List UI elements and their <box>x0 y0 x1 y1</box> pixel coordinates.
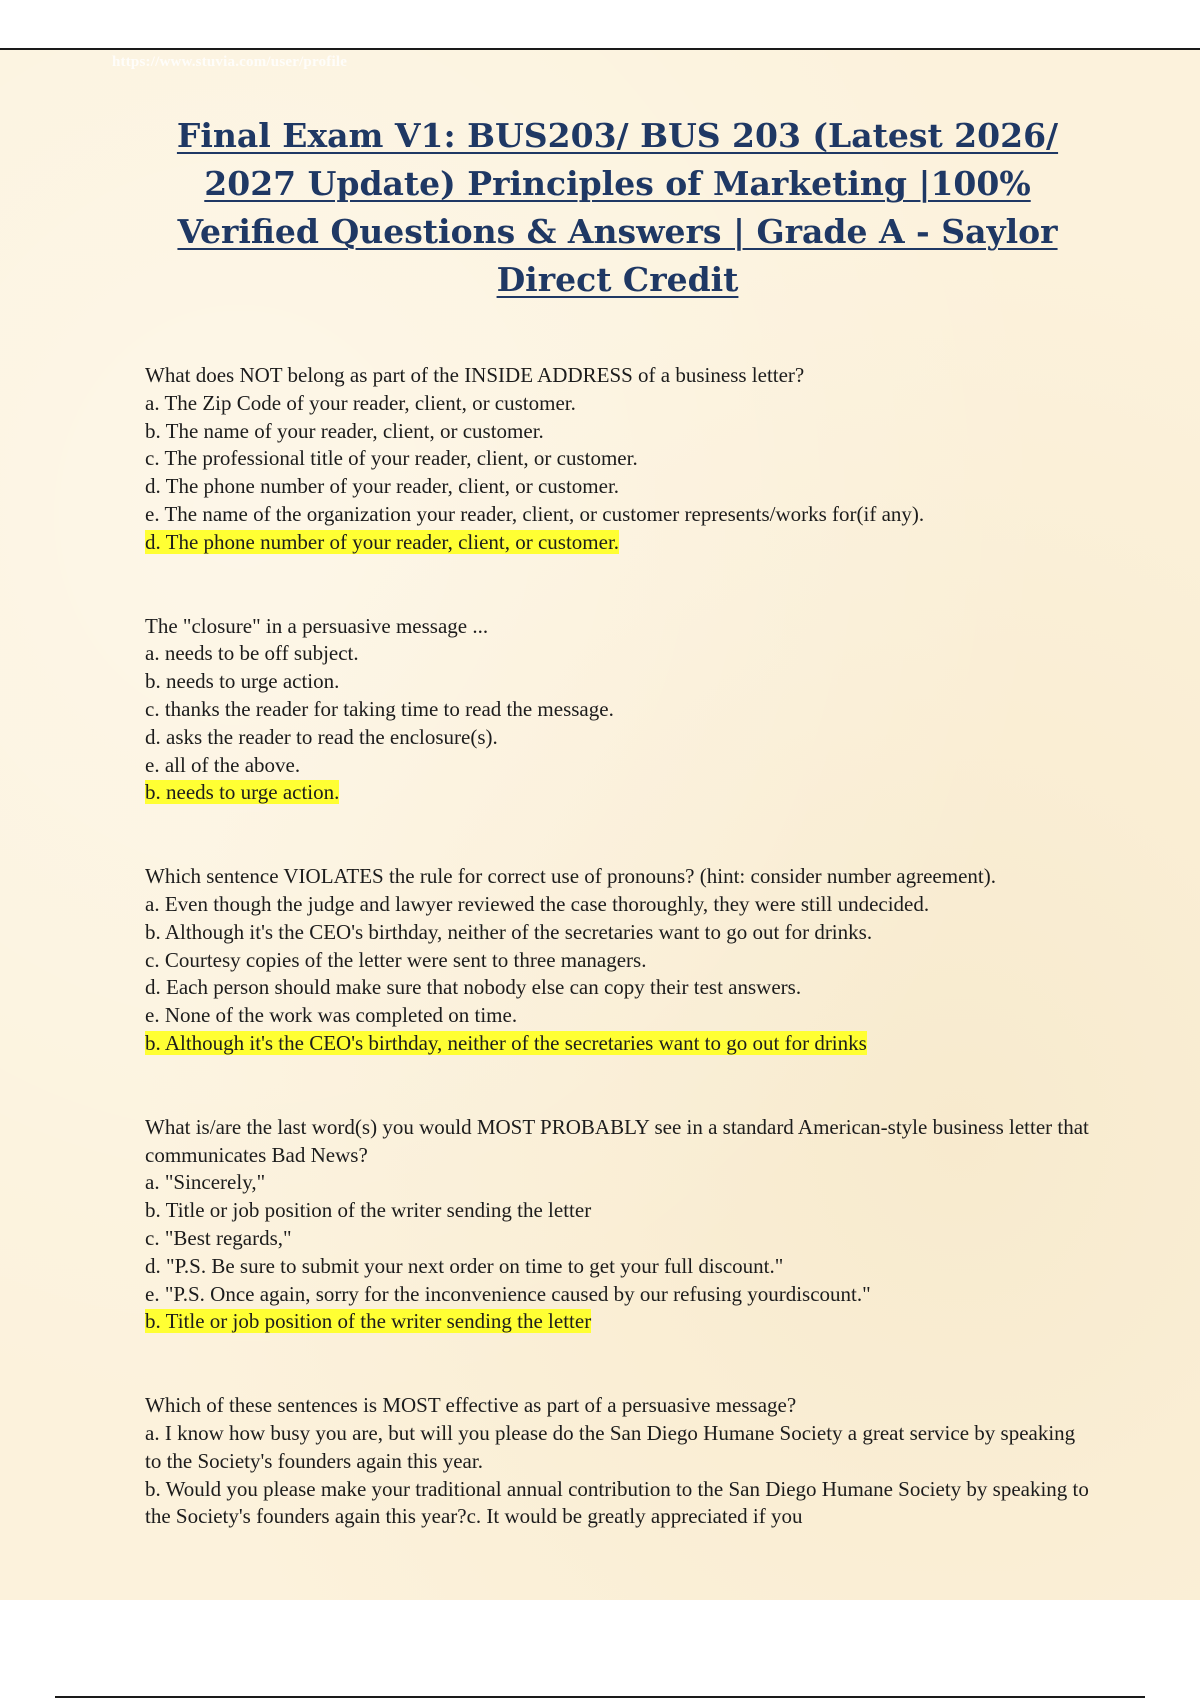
highlighted-answer: b. needs to urge action. <box>145 780 340 805</box>
answer-option: d. The phone number of your reader, client, or customer. <box>145 474 620 499</box>
question-block-3 <box>145 863 1095 1058</box>
answer-option: d. Each person should make sure that nobody else can copy their test answers. <box>145 975 802 1000</box>
question-block-5 <box>145 1392 1095 1531</box>
highlighted-answer: b. Title or job position of the writer sending the letter <box>145 1309 592 1334</box>
highlighted-answer: d. The phone number of your reader, client, or customer. <box>145 529 620 554</box>
watermark-url: https://www.stuvia.com/user/profile <box>112 54 348 70</box>
answer-option: d. "P.S. Be sure to submit your next order on time to get your full discount." <box>145 1253 784 1278</box>
answer-option: c. Courtesy copies of the letter were sent to three managers. <box>145 947 647 972</box>
question-block-4 <box>145 1114 1095 1336</box>
question-prompt: The "closure" in a persuasive message ... <box>145 613 489 638</box>
answer-option: b. needs to urge action. <box>145 669 340 694</box>
answer-option: e. all of the above. <box>145 752 301 777</box>
answer-option: e. The name of the organization your reader, client, or customer represents/works for(if any). <box>145 501 925 526</box>
highlighted-answer: b. Although it's the CEO's birthday, neither of the secretaries want to go out for drinks <box>145 1030 867 1055</box>
answer-option: a. "Sincerely," <box>145 1170 266 1195</box>
answer-option: a. The Zip Code of your reader, client, or customer. <box>145 390 576 415</box>
question-prompt: Which sentence VIOLATES the rule for correct use of pronouns? (hint: consider number agreement). <box>145 864 996 889</box>
answer-option: a. I know how busy you are, but will you please do the San Diego Humane Society a great service by speaking to the Society's founders again this year. <box>145 1420 1076 1473</box>
answer-option: b. Title or job position of the writer sending the letter <box>145 1198 592 1223</box>
answer-option: b. Although it's the CEO's birthday, neither of the secretaries want to go out for drinks. <box>145 919 873 944</box>
answer-option: d. asks the reader to read the enclosure(s). <box>145 724 498 749</box>
answer-option: a. needs to be off subject. <box>145 641 359 666</box>
answer-option: e. None of the work was completed on time. <box>145 1003 518 1028</box>
question-prompt: Which of these sentences is MOST effective as part of a persuasive message? <box>145 1393 797 1418</box>
question-block-2 <box>145 613 1095 808</box>
document-title: Final Exam V1: BUS203/ BUS 203 (Latest 2026/ 2027 Update) Principles of Marketing |100% Verified Questions & Answers | Grade A - Saylor Direct Credit <box>176 116 1059 299</box>
answer-option: b. The name of your reader, client, or customer. <box>145 418 544 443</box>
question-block-1 <box>145 362 1095 557</box>
question-prompt: What is/are the last word(s) you would MOST PROBABLY see in a standard American-style business letter that communicates Bad News? <box>145 1114 1089 1167</box>
answer-option: c. The professional title of your reader, client, or customer. <box>145 446 638 471</box>
question-prompt: What does NOT belong as part of the INSIDE ADDRESS of a business letter? <box>145 363 805 387</box>
questions-content <box>145 362 1095 1531</box>
answer-option: e. "P.S. Once again, sorry for the inconvenience caused by our refusing yourdiscount." <box>145 1281 871 1306</box>
bottom-divider <box>55 1696 1145 1698</box>
answer-option: c. thanks the reader for taking time to read the message. <box>145 696 614 721</box>
answer-option: a. Even though the judge and lawyer reviewed the case thoroughly, they were still undecided. <box>145 891 930 916</box>
answer-option: b. Would you please make your traditional annual contribution to the San Diego Humane Society by speaking to the Society's founders again this year?c. It would be greatly appreciated if you <box>145 1476 1089 1529</box>
answer-option: c. "Best regards," <box>145 1225 292 1250</box>
